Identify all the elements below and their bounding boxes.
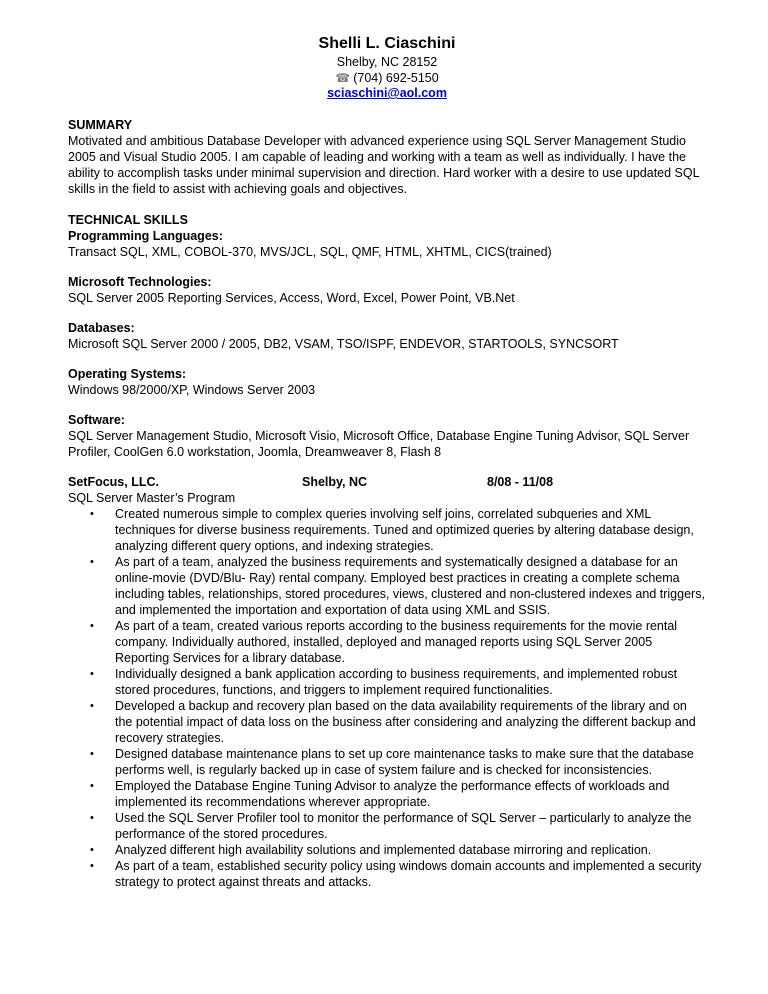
technical-skills-heading: TECHNICAL SKILLS [68,212,188,227]
technical-skills-section [68,212,706,460]
skill-group-label: Software: [68,412,125,427]
list-item [68,778,706,810]
list-item [68,506,706,554]
skill-group-items: SQL Server 2005 Reporting Services, Access, Word, Excel, Power Point, VB.Net [68,290,515,305]
bullet-icon: • [90,699,94,712]
skill-group-operating-systems [68,366,706,398]
skill-group-microsoft-technologies [68,274,706,306]
bullet-text: Developed a backup and recovery plan based on the data availability requirements of the library and on the potential impact of data loss on the business after considering and analyzing the different backup and recovery strategies. [115,698,696,745]
bullet-icon: • [90,747,94,760]
experience-header-row [68,474,706,490]
skill-group-items: Windows 98/2000/XP, Windows Server 2003 [68,382,316,397]
skill-group-databases [68,320,706,352]
summary-section [68,117,706,197]
list-item [68,810,706,842]
bullet-text: As part of a team, established security policy using windows domain accounts and implemented a security strategy to protect against threats and attacks. [115,858,702,889]
candidate-name: Shelli L. Ciaschini [318,35,456,52]
bullet-text: Created numerous simple to complex queries involving self joins, correlated subqueries and XML techniques for diverse business requirements. Tuned and optimized queries by altering database design, analyzing different query options, and indexing strategies. [115,506,694,553]
list-item [68,746,706,778]
skill-group-label: Operating Systems: [68,366,187,381]
bullet-icon: • [90,507,94,520]
experience-section [68,474,706,890]
skill-group-items: Transact SQL, XML, COBOL-370, MVS/JCL, SQL, QMF, HTML, XHTML, CICS(trained) [68,244,552,259]
bullet-icon: • [90,619,94,632]
candidate-phone: (704) 692-5150 [353,70,439,85]
skill-group-items: SQL Server Management Studio, Microsoft Visio, Microsoft Office, Database Engine Tuning Advisor, SQL Server Profiler, CoolGen 6.0 workstation, Joomla, Dreamweaver 8, Flash 8 [68,428,690,459]
resume-header [68,34,706,102]
summary-heading: SUMMARY [68,117,133,132]
experience-role: SQL Server Master’s Program [68,490,236,505]
telephone-icon: ☎ [335,70,351,85]
skill-group-programming-languages [68,228,706,260]
bullet-text: As part of a team, analyzed the business requirements and systematically designed a database for an online-movie (DVD/Blu- Ray) rental company. Employed best practices in creating a complete schema including tables, relationships, stored procedures, views, clustered and non-clustered indexes and triggers, and implemented the importation and exportation of data using XML and SSIS. [115,554,705,617]
bullet-icon: • [90,667,94,680]
bullet-icon: • [90,555,94,568]
list-item [68,618,706,666]
bullet-icon: • [90,779,94,792]
experience-dates: 8/08 - 11/08 [487,474,554,489]
candidate-location: Shelby, NC 28152 [336,55,438,69]
bullet-text: As part of a team, created various reports according to the business requirements for the movie rental company. Individually authored, installed, deployed and managed reports using SQL Server 2005 Reporting Services for a library database. [115,618,678,665]
bullet-icon: • [90,843,94,856]
bullet-text: Individually designed a bank application according to business requirements, and implemented robust stored procedures, functions, and triggers to implement required functionalities. [115,666,678,697]
summary-text: Motivated and ambitious Database Developer with advanced experience using SQL Server Management Studio 2005 and Visual Studio 2005. I am capable of leading and working with a team as well as individually. I have the ability to accomplish tasks under minimal supervision and direction. Hard worker with a desire to use updated SQL skills in the field to assist with achieving goals and objectives. [68,133,700,196]
list-item [68,698,706,746]
skill-group-label: Programming Languages: [68,228,223,243]
phone-line [68,71,706,87]
experience-company: SetFocus, LLC. [68,474,159,489]
skill-group-label: Microsoft Technologies: [68,274,212,289]
list-item [68,858,706,890]
list-item [68,666,706,698]
bullet-text: Used the SQL Server Profiler tool to monitor the performance of SQL Server – particularly to analyze the performance of the stored procedures. [115,810,692,841]
list-item [68,842,706,858]
bullet-text: Analyzed different high availability solutions and implemented database mirroring and replication. [115,842,652,857]
skill-group-label: Databases: [68,320,135,335]
skill-group-software [68,412,706,460]
skill-group-items: Microsoft SQL Server 2000 / 2005, DB2, VSAM, TSO/ISPF, ENDEVOR, STARTOOLS, SYNCSORT [68,336,619,351]
experience-bullet-list [68,506,706,890]
list-item [68,554,706,618]
bullet-icon: • [90,859,94,872]
experience-location: Shelby, NC [302,474,368,489]
email-line [68,86,706,102]
bullet-text: Designed database maintenance plans to set up core maintenance tasks to make sure that the database performs well, is regularly backed up in case of system failure and is checked for inconsistencies. [115,746,694,777]
bullet-text: Employed the Database Engine Tuning Advisor to analyze the performance effects of workloads and implemented its recommendations wherever appropriate. [115,778,670,809]
bullet-icon: • [90,811,94,824]
email-link[interactable]: sciaschini@aol.com [327,86,447,100]
